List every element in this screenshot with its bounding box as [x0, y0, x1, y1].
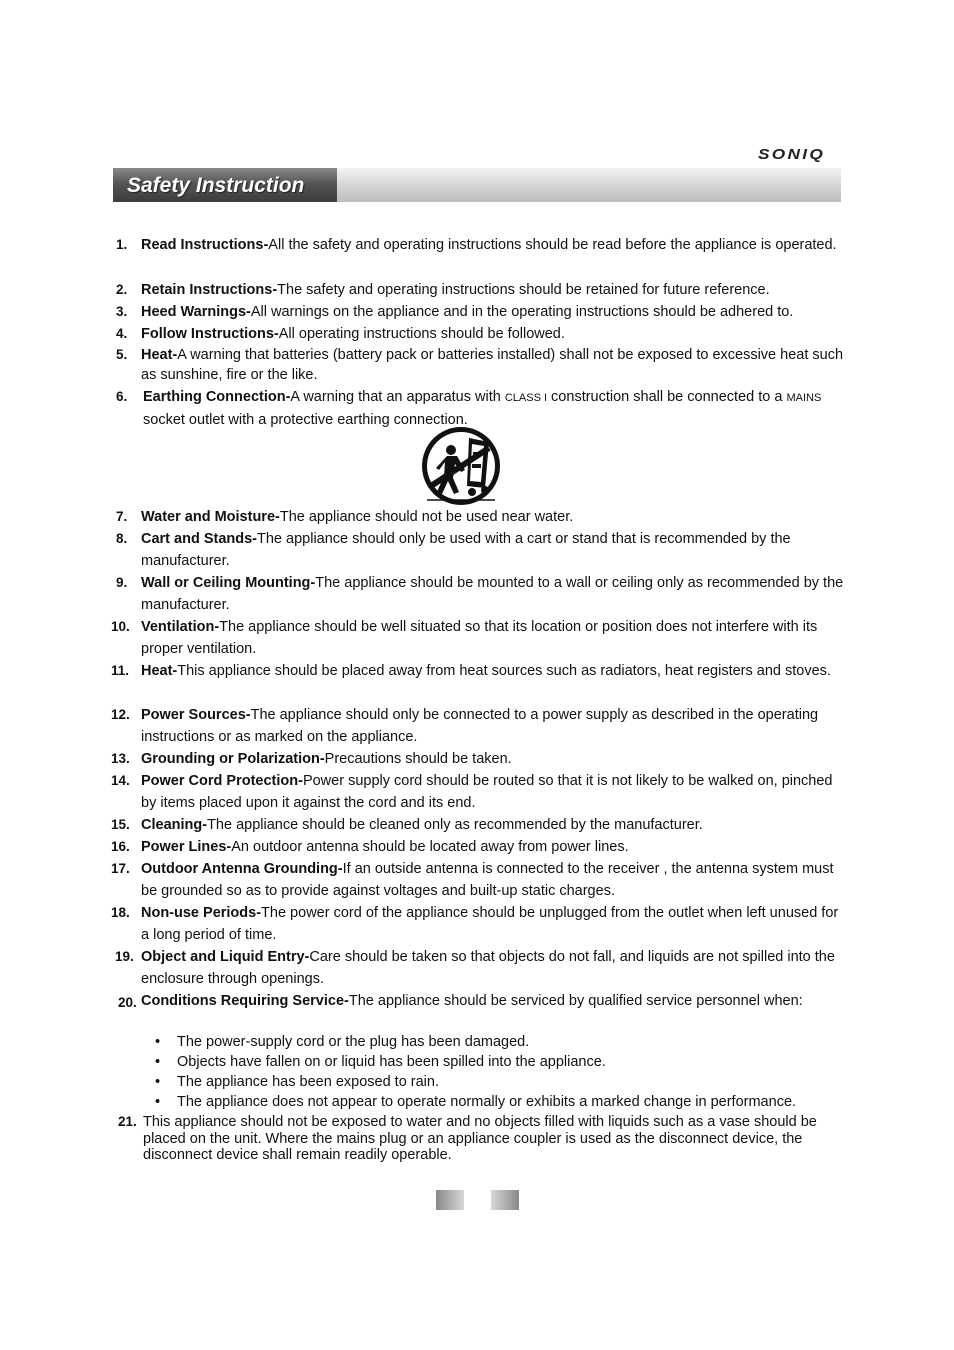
- item-text: A warning that batteries (battery pack or batteries installed) shall not be exposed to excessive heat such as sunshine, fire or the like.: [141, 347, 844, 383]
- service-conditions-list: [155, 1032, 796, 1112]
- item-title: Power Cord Protection-: [141, 773, 303, 789]
- item-title: Heat-: [141, 347, 178, 363]
- item-text: Care should be taken so that objects do not fall, and liquids are not spilled into the enclosure through openings.: [141, 949, 835, 987]
- item-text: The appliance should only be used with a cart or stand that is recommended by the manufacturer.: [141, 531, 791, 569]
- list-item: [155, 1092, 796, 1112]
- item-number: 19.: [115, 949, 134, 964]
- item-text: The appliance should only be connected to a power supply as described in the operating instructions or as marked on the appliance.: [141, 707, 819, 745]
- list-item: [155, 1072, 796, 1092]
- bullet-text: The appliance has been exposed to rain.: [177, 1074, 439, 1090]
- bullet-icon: •: [155, 1074, 161, 1090]
- item-text: The safety and operating instructions should be retained for future reference.: [277, 282, 770, 298]
- item-text: This appliance should not be exposed to water and no objects filled with liquids such as a vase should be placed on the unit. Where the mains plug or an appliance coupler is used as the disconnect device, the disconnect device shall remain readily operable.: [143, 1114, 817, 1163]
- item-number: 10.: [111, 619, 130, 634]
- item-text: construction shall be connected to a: [547, 389, 787, 405]
- item-text: All warnings on the appliance and in the operating instructions should be adhered to.: [250, 304, 794, 320]
- bullet-text: Objects have fallen on or liquid has been spilled into the appliance.: [177, 1054, 606, 1070]
- item-text: The power cord of the appliance should be unplugged from the outlet when left unused for a long period of time.: [141, 905, 839, 943]
- item-number: 7.: [116, 509, 128, 524]
- item-title: Ventilation-: [141, 619, 220, 635]
- item-number: 17.: [111, 861, 130, 876]
- page-marker-right: [491, 1190, 519, 1210]
- item-number: 14.: [111, 773, 130, 788]
- item-text: All operating instructions should be followed.: [278, 326, 565, 342]
- item-title: Conditions Requiring Service-: [141, 993, 349, 1009]
- item-title: Grounding or Polarization-: [141, 751, 325, 767]
- item-title: Earthing Connection-: [143, 389, 291, 405]
- item-text: Precautions should be taken.: [324, 751, 512, 767]
- item-number: 8.: [116, 531, 128, 546]
- bullet-text: The power-supply cord or the plug has been damaged.: [177, 1034, 530, 1050]
- item-text: If an outside antenna is connected to the receiver , the antenna system must be grounded so as to provide against voltages and built-up static charges.: [141, 861, 834, 899]
- bullet-text: The appliance does not appear to operate normally or exhibits a marked change in performance.: [177, 1094, 797, 1110]
- item-title: Cart and Stands-: [141, 531, 258, 547]
- item-title: Follow Instructions-: [141, 326, 279, 342]
- bullet-icon: •: [155, 1034, 161, 1050]
- item-text: The appliance should be cleaned only as recommended by the manufacturer.: [207, 817, 703, 833]
- item-text: A warning that an apparatus with: [290, 389, 505, 405]
- item-title: Heat-: [141, 663, 178, 679]
- item-text: Power supply cord should be routed so that it is not likely to be walked on, pinched by items placed upon it against the cord and its end.: [141, 773, 833, 811]
- mains-label: MAINS: [786, 392, 822, 404]
- item-title: Power Sources-: [141, 707, 251, 723]
- item-title: Power Lines-: [141, 839, 232, 855]
- item-number: 21.: [118, 1114, 137, 1129]
- item-title: Non-use Periods-: [141, 905, 262, 921]
- item-number: 6.: [116, 389, 128, 404]
- list-item: [155, 1052, 796, 1072]
- item-text: All the safety and operating instructions should be read before the appliance is operated.: [268, 237, 837, 253]
- item-number: 16.: [111, 839, 130, 854]
- item-text: This appliance should be placed away from heat sources such as radiators, heat registers and stoves.: [177, 663, 831, 679]
- item-number: 2.: [116, 282, 128, 297]
- item-title: Read Instructions-: [141, 237, 269, 253]
- item-number: 20.: [118, 995, 137, 1010]
- item-number: 11.: [111, 663, 130, 678]
- item-number: 5.: [116, 347, 128, 362]
- item-title: Cleaning-: [141, 817, 208, 833]
- item-number: 9.: [116, 575, 128, 590]
- item-number: 13.: [111, 751, 130, 766]
- item-number: 12.: [111, 707, 130, 722]
- cart-warning-icon: [417, 426, 505, 508]
- item-text: An outdoor antenna should be located away from power lines.: [231, 839, 629, 855]
- page-title: Safety Instruction: [113, 168, 337, 202]
- item-text: The appliance should be mounted to a wall or ceiling only as recommended by the manufacturer.: [141, 575, 844, 613]
- item-text: The appliance should be well situated so that its location or position does not interfere with its proper ventilation.: [141, 619, 818, 657]
- item-title: Water and Moisture-: [141, 509, 280, 525]
- item-title: Heed Warnings-: [141, 304, 251, 320]
- class-label: CLASS I: [504, 392, 548, 404]
- bullet-icon: •: [155, 1054, 161, 1070]
- bullet-icon: •: [155, 1094, 161, 1110]
- item-text: The appliance should not be used near water.: [279, 509, 574, 525]
- item-text: The appliance should be serviced by qualified service personnel when:: [348, 993, 803, 1009]
- item-number: 1.: [116, 237, 128, 252]
- item-title: Outdoor Antenna Grounding-: [141, 861, 343, 877]
- item-number: 18.: [111, 905, 130, 920]
- item-title: Retain Instructions-: [141, 282, 278, 298]
- item-number: 15.: [111, 817, 130, 832]
- page-marker-left: [436, 1190, 464, 1210]
- item-text: socket outlet with a protective earthing connection.: [143, 412, 468, 428]
- brand-logo: SONIQ: [758, 146, 826, 163]
- item-number: 3.: [116, 304, 128, 319]
- item-title: Wall or Ceiling Mounting-: [141, 575, 316, 591]
- list-item: [155, 1032, 796, 1052]
- item-number: 4.: [116, 326, 128, 341]
- item-title: Object and Liquid Entry-: [141, 949, 310, 965]
